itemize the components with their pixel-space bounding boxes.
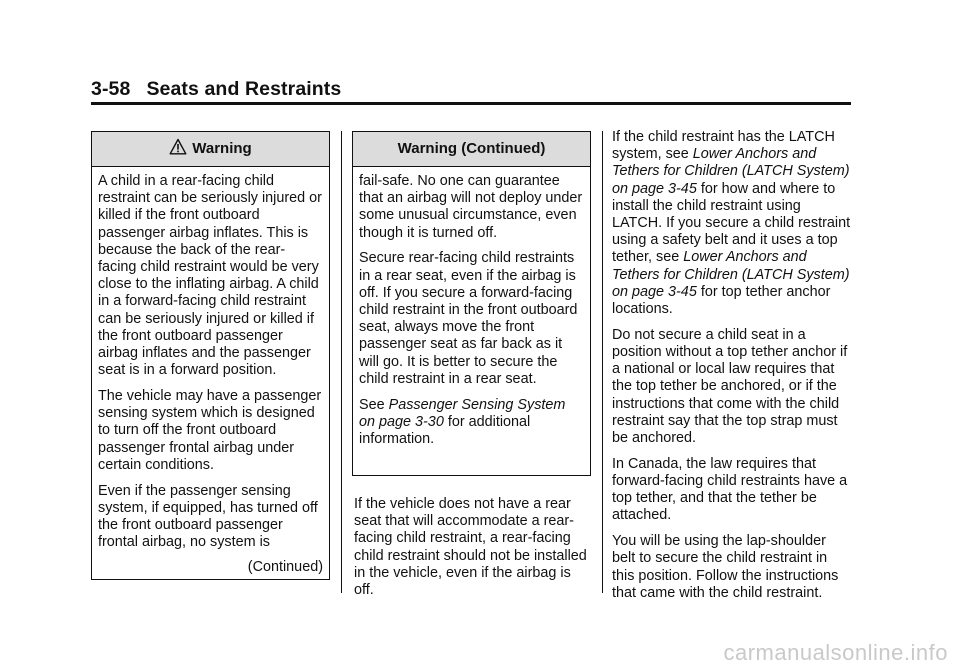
continued-label: (Continued) <box>247 559 323 575</box>
latch-cross-reference-link[interactable]: Lower Anchors and Tethers for Children (LATCH System) on page 3-45 <box>612 146 850 197</box>
warning-continued-header: Warning (Continued) <box>353 132 590 167</box>
warning-paragraph-3: Even if the passenger sensing system, if equipped, has turned off the front outboard passenger frontal airbag, no system is <box>98 482 318 551</box>
cross-reference-link[interactable]: Passenger Sensing System on page 3-30 <box>359 396 566 430</box>
warning-icon <box>169 138 187 156</box>
lap-shoulder-paragraph: You will be using the lap-shoulder belt to secure the child restraint in this position. Follow the instructions that came with the child restraint. <box>612 533 839 601</box>
warning-title: Warning <box>192 140 252 157</box>
watermark: carmanualsonline.info <box>723 640 948 665</box>
warning-box-header <box>92 132 329 167</box>
latch-paragraph: If the child restraint has the LATCH system, see Lower Anchors and Tethers for Children (LATCH System) on page 3-45 for how and where to install the child restraint using LATCH. If you secure a child restraint using a safety belt and it uses a top tether, see Lower Anchors and Tethers for Children (LATCH System) on page 3-45 for top tether anchor locations. <box>612 129 851 318</box>
warning-paragraph-2: The vehicle may have a passenger sensing system which is designed to turn off the front outboard passenger frontal airbag under certain conditions. <box>98 388 322 473</box>
page-number: 3-58 <box>91 78 131 100</box>
warning-paragraph-1: A child in a rear-facing child restraint can be seriously injured or killed if the front outboard passenger airbag inflates. This is because the back of the rear-facing child restraint would be very close to the inflating airbag. A child in a forward-facing child restraint can be seriously injured or killed if the front outboard passenger airbag inflates and the passenger seat is in a forward position. <box>98 173 322 379</box>
warning-body <box>92 167 329 551</box>
warning-continued-body <box>353 167 590 448</box>
latch-cross-reference-link-2[interactable]: Lower Anchors and Tethers for Children (LATCH System) on page 3-45 <box>612 249 850 300</box>
warning-box <box>91 131 330 580</box>
column-3-text <box>612 129 852 611</box>
canada-paragraph: In Canada, the law requires that forward-facing child restraints have a top tether, and that the tether be attached. <box>612 455 848 524</box>
top-tether-paragraph: Do not secure a child seat in a position without a top tether anchor if a national or local law requires that the top tether be anchored, or if the instructions that come with the child restraint say that the top strap must be anchored. <box>612 326 848 447</box>
warning-continued-paragraph-3: See Passenger Sensing System on page 3-30 for additional information. <box>359 396 566 448</box>
section-title: Seats and Restraints <box>146 78 342 100</box>
header-rule <box>91 102 851 105</box>
warning-continued-paragraph-2: Secure rear-facing child restraints in a rear seat, even if the airbag is off. If you secure a forward-facing child restraint in the front outboard seat, always move the front passenger seat as far back as it will go. It is better to secure the child restraint in a rear seat. <box>359 250 578 387</box>
column-divider-2 <box>602 131 603 593</box>
warning-continued-paragraph-1: fail-safe. No one can guarantee that an airbag will not deploy under some unusual circumstance, even though it is turned off. <box>359 173 583 241</box>
page-header <box>91 78 341 101</box>
column-2-text <box>354 496 590 608</box>
column-divider-1 <box>341 131 342 593</box>
warning-continued-box <box>352 131 591 476</box>
no-rear-seat-paragraph: If the vehicle does not have a rear seat that will accommodate a rear-facing child restraint, a rear-facing child restraint should not be installed in the vehicle, even if the airbag is off. <box>354 496 587 599</box>
